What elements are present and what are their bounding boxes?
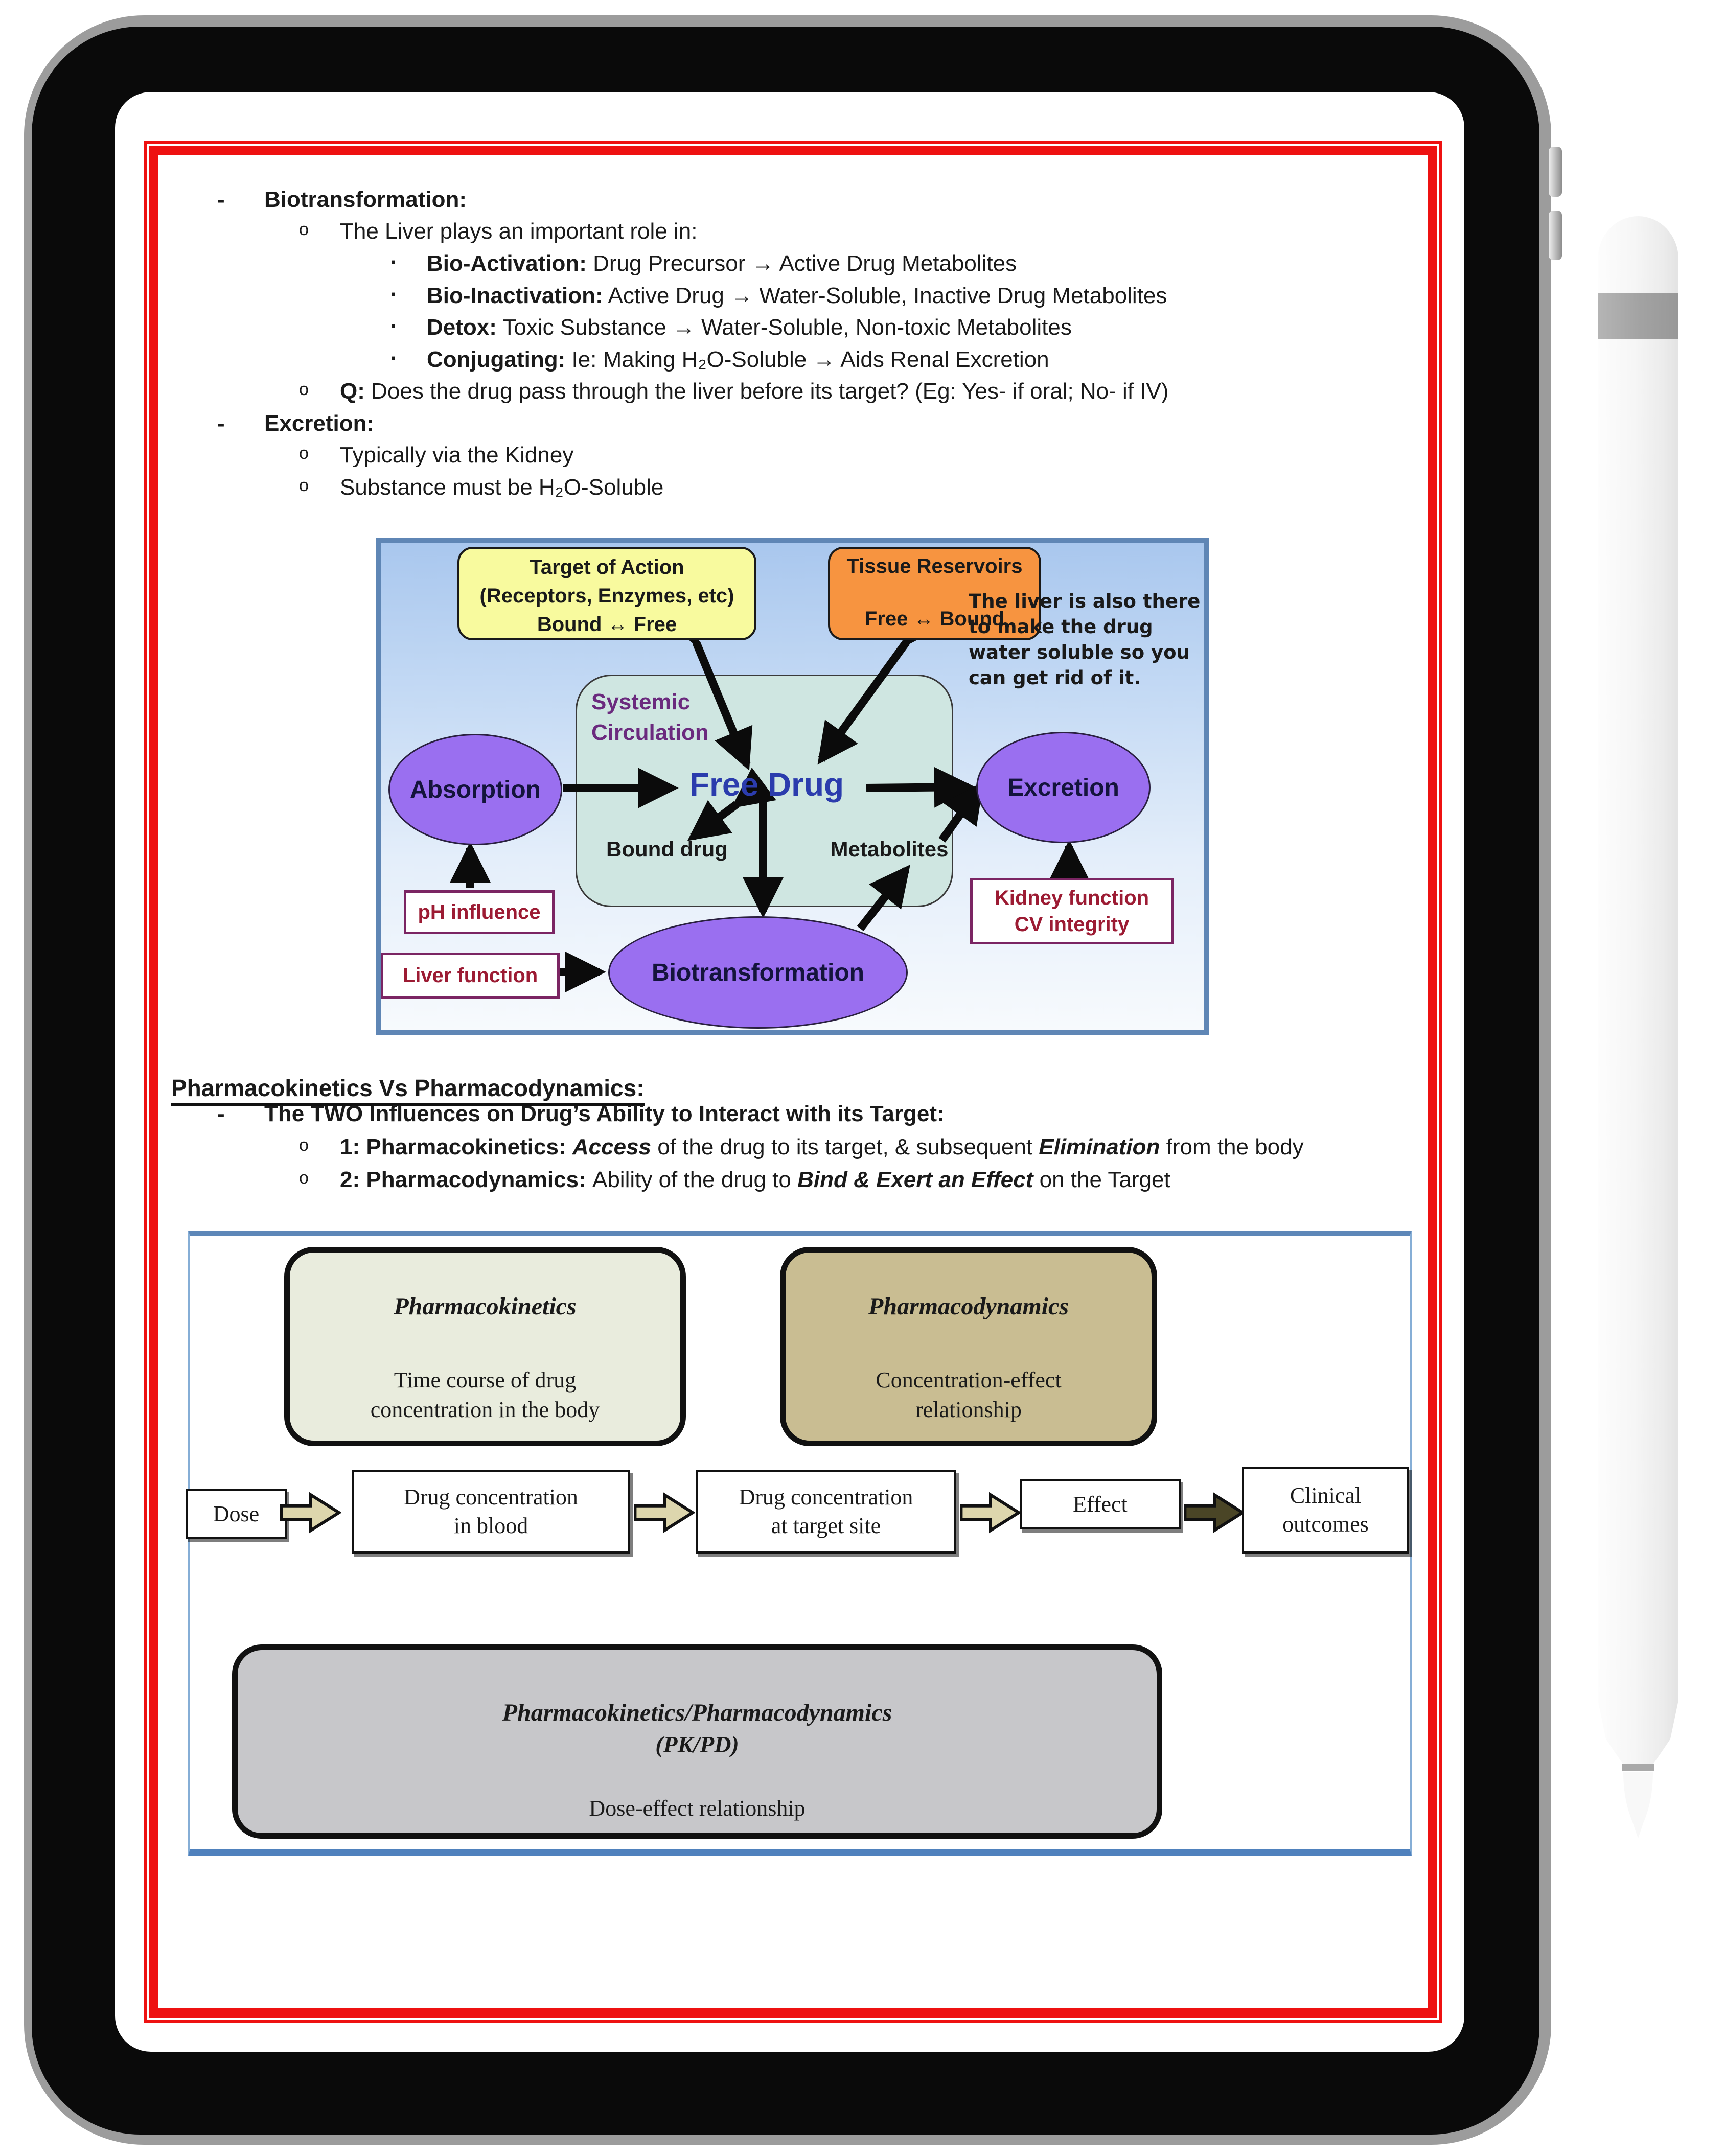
pencil-band bbox=[1598, 293, 1678, 339]
kidney-function-box: Kidney function CV integrity bbox=[970, 878, 1174, 944]
dash-bullet-icon: - bbox=[217, 187, 225, 212]
circle-bullet-icon: o bbox=[299, 444, 309, 463]
flow-arrow-icon bbox=[960, 1491, 1021, 1534]
line-bio-activation: ▪ Bio-Activation: Drug Precursor → Active Drug Metabolites bbox=[391, 251, 1017, 276]
pharmacokinetics-box: Pharmacokinetics Time course of drug concentration in the body bbox=[284, 1247, 686, 1446]
circle-bullet-icon: o bbox=[299, 476, 309, 495]
line-question: o Q: Does the drug pass through the liver before its target? (Eg: Yes- if oral; No- if IV) bbox=[299, 379, 1169, 404]
line-bio-inactivation: ▪ Bio-Inactivation: Active Drug → Water-Soluble, Inactive Drug Metabolites bbox=[391, 283, 1167, 308]
ph-influence-box: pH influence bbox=[404, 890, 555, 934]
flow-arrow-dark-icon bbox=[1184, 1491, 1245, 1534]
stylus-pencil bbox=[1594, 212, 1683, 1847]
square-bullet-icon: ▪ bbox=[391, 350, 396, 365]
section-heading: Pharmacokinetics Vs Pharmacodynamics: bbox=[171, 1074, 645, 1106]
systemic-circulation-label: Systemic Circulation bbox=[591, 689, 709, 745]
line-two-influences: - The TWO Influences on Drug’s Ability to Interact with its Target: bbox=[217, 1101, 945, 1126]
dash-bullet-icon: - bbox=[217, 1101, 225, 1126]
clinical-outcomes-box: Clinical outcomes bbox=[1242, 1467, 1409, 1554]
drug-concentration-blood-box: Drug concentration in blood bbox=[352, 1470, 630, 1554]
pk-pd-flow-diagram bbox=[188, 1231, 1412, 1856]
line-pharmacodynamics-def: o 2: Pharmacodynamics: Ability of the drug to Bind & Exert an Effect on the Target bbox=[299, 1167, 1170, 1192]
free-drug-label: Free Drug bbox=[689, 766, 844, 803]
volume-down-button bbox=[1549, 211, 1562, 260]
pencil-tip bbox=[1623, 1772, 1653, 1838]
tissue-reservoirs-box: Tissue Reservoirs Free ↔ Bound bbox=[828, 547, 1041, 640]
circle-bullet-icon: o bbox=[299, 380, 309, 399]
circle-bullet-icon: o bbox=[299, 1135, 309, 1155]
absorption-ellipse: Absorption bbox=[388, 734, 562, 845]
drug-disposition-diagram bbox=[376, 538, 1209, 1035]
line-detox: ▪ Detox: Toxic Substance → Water-Soluble, Non-toxic Metabolites bbox=[391, 315, 1072, 340]
effect-box: Effect bbox=[1020, 1479, 1181, 1529]
pharmacodynamics-box: Pharmacodynamics Concentration-effect relationship bbox=[780, 1247, 1157, 1446]
line-kidney: o Typically via the Kidney bbox=[299, 443, 574, 468]
line-biotransformation: - Biotransformation: bbox=[217, 187, 467, 212]
dash-bullet-icon: - bbox=[217, 411, 225, 436]
flow-arrow-icon bbox=[280, 1491, 341, 1534]
square-bullet-icon: ▪ bbox=[391, 318, 396, 333]
biotransformation-ellipse: Biotransformation bbox=[608, 916, 908, 1029]
circle-bullet-icon: o bbox=[299, 220, 309, 239]
square-bullet-icon: ▪ bbox=[391, 254, 396, 269]
line-excretion: - Excretion: bbox=[217, 411, 375, 436]
square-bullet-icon: ▪ bbox=[391, 286, 396, 302]
dose-box: Dose bbox=[186, 1489, 287, 1539]
line-liver-intro: o The Liver plays an important role in: bbox=[299, 219, 698, 244]
liver-annotation: The liver is also there to make the drug water soluble so you can get rid of it. bbox=[969, 590, 1201, 689]
bound-drug-label: Bound drug bbox=[606, 837, 728, 861]
pencil-tip-ring bbox=[1622, 1764, 1654, 1771]
excretion-ellipse: Excretion bbox=[976, 732, 1151, 843]
pk-pd-combined-box: Pharmacokinetics/Pharmacodynamics (PK/PD) Dose-effect relationship bbox=[232, 1644, 1162, 1839]
target-of-action-box: Target of Action (Receptors, Enzymes, etc) Bound ↔ Free bbox=[457, 547, 756, 640]
circle-bullet-icon: o bbox=[299, 1168, 309, 1188]
flow-arrow-icon bbox=[634, 1491, 695, 1534]
line-conjugating: ▪ Conjugating: Ie: Making H₂O-Soluble → Aids Renal Excretion bbox=[391, 347, 1049, 372]
volume-up-button bbox=[1549, 147, 1562, 197]
line-h2o-soluble: o Substance must be H₂O-Soluble bbox=[299, 475, 664, 500]
line-pharmacokinetics-def: o 1: Pharmacokinetics: Access of the drug to its target, & subsequent Elimination from the body bbox=[299, 1134, 1304, 1160]
metabolites-label: Metabolites bbox=[830, 837, 949, 861]
liver-function-box: Liver function bbox=[381, 953, 560, 999]
drug-concentration-target-box: Drug concentration at target site bbox=[696, 1470, 956, 1554]
